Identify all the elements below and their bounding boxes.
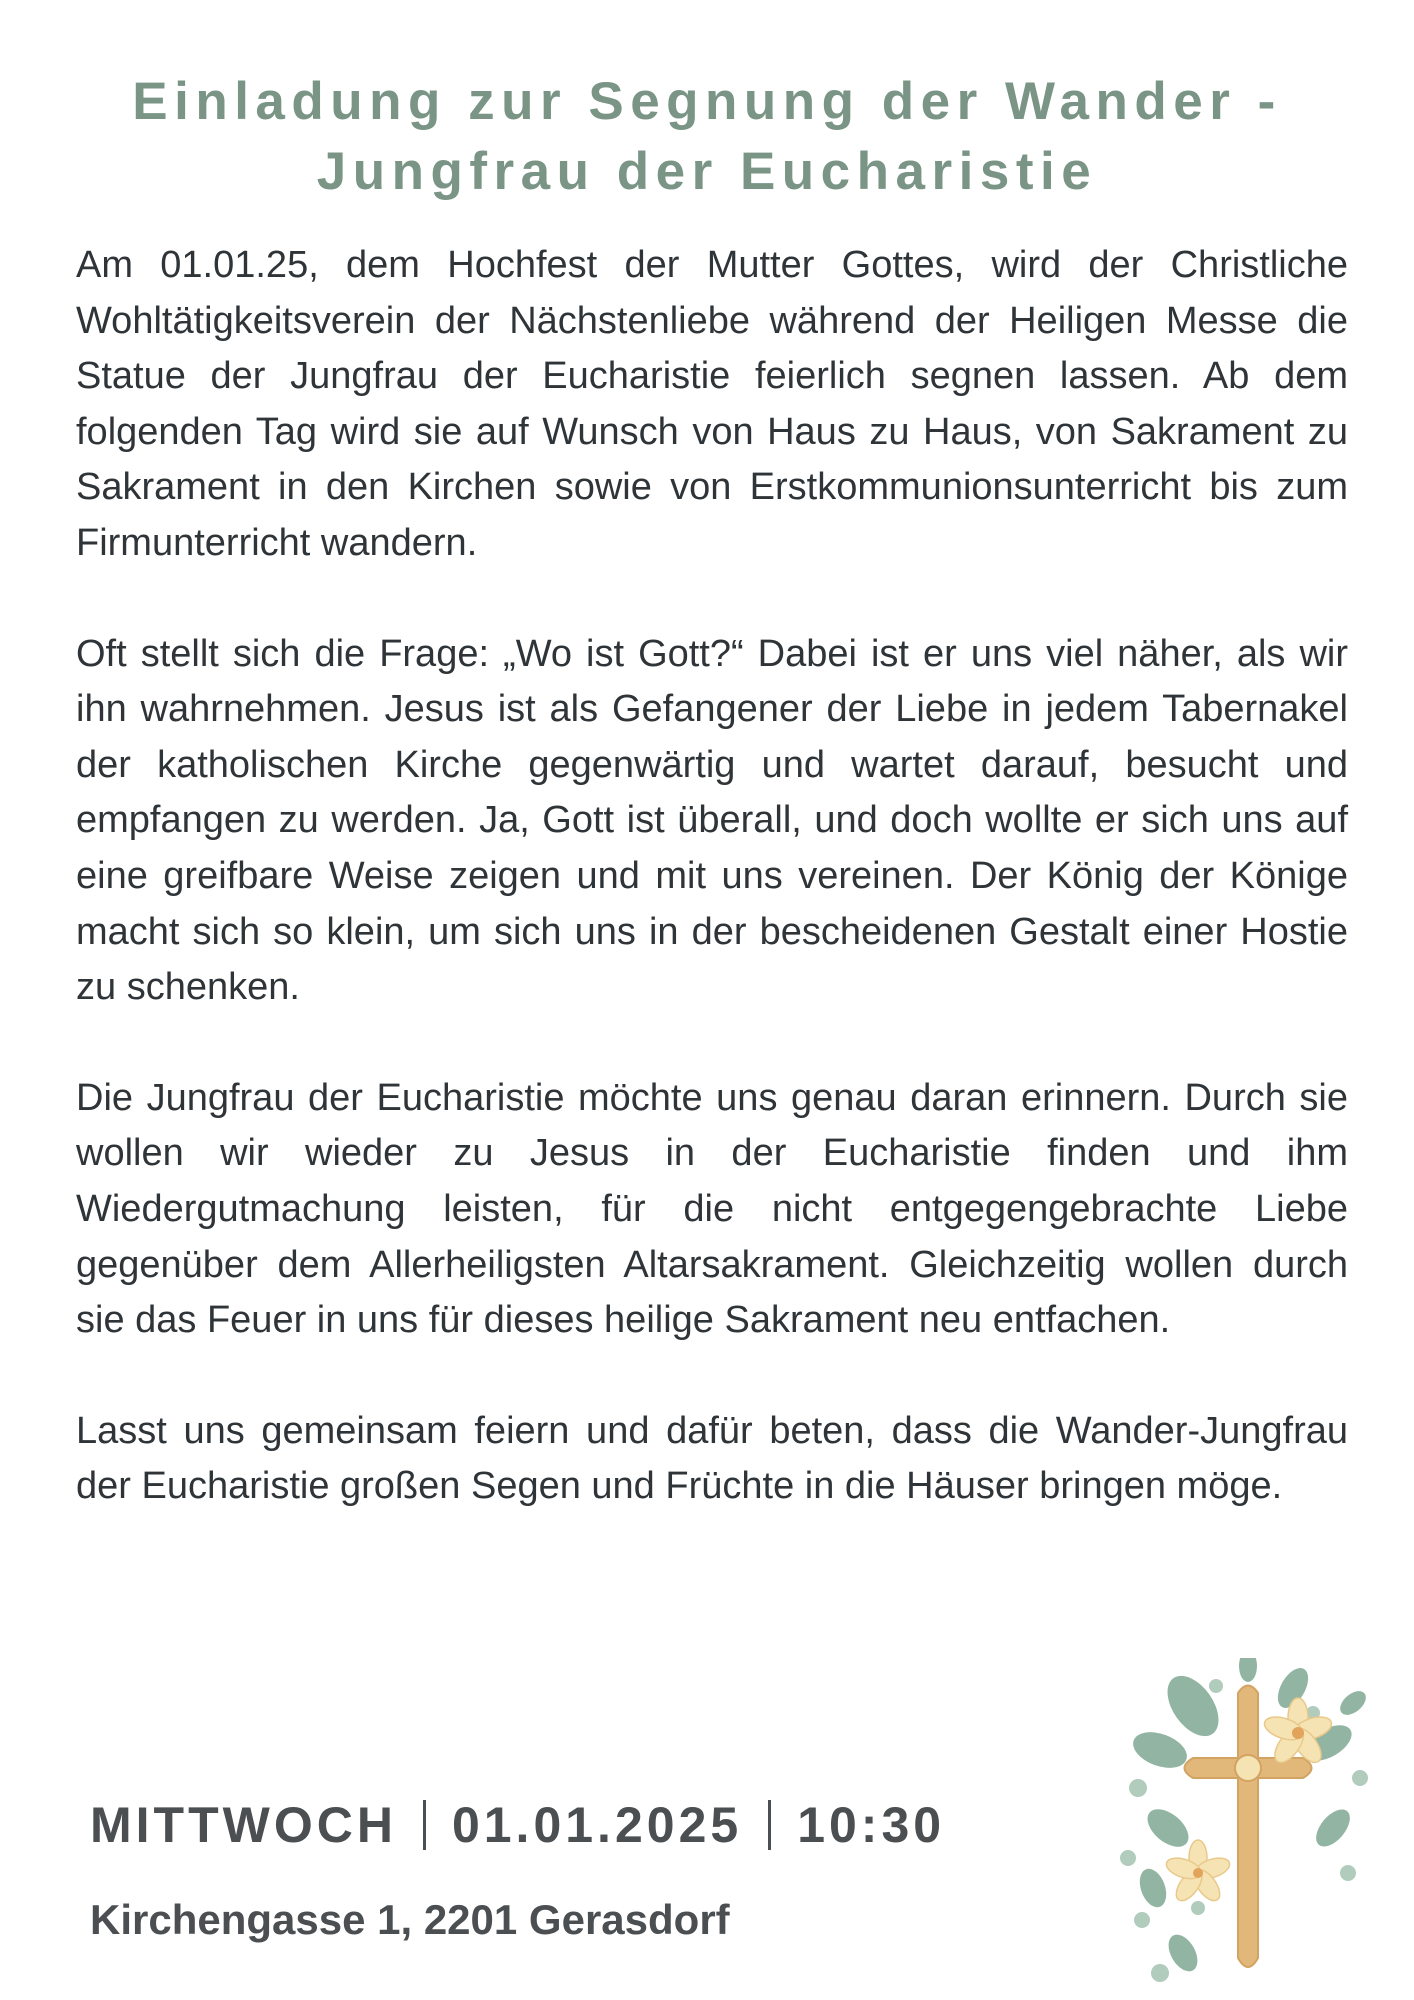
- paragraph-virgin-eucharist: Die Jungfrau der Eucharistie möchte uns genau daran erinnern. Durch sie wollen wir wieder zu Jesus in der Eucharistie finden und ihm Wiedergutmachung leisten, für die nicht entgegengebrachte Liebe gegenüber dem Allerheiligsten Altarsakrament. Gleichzeitig wollen durch sie das Feuer in uns für dieses heilige Sakrament neu entfachen.: [76, 1076, 1348, 1342]
- event-day: MITTWOCH: [90, 1797, 397, 1853]
- paragraph-intro: Am 01.01.25, dem Hochfest der Mutter Gottes, wird der Christliche Wohltätigkeitsverein der Nächstenliebe während der Heiligen Messe die Statue der Jungfrau der Eucharistie feierlich segnen lassen. Ab dem folgenden Tag wird sie auf Wunsch von Haus zu Haus, von Sakrament zu Sakrament in den Kirchen sowie von Erstkommunionsunterricht bis zum Firmunterricht wandern.: [76, 244, 1348, 564]
- event-time: 10:30: [797, 1797, 946, 1853]
- cross-with-flowers-icon: [1098, 1658, 1398, 1988]
- title-line-2: Jungfrau der Eucharistie: [316, 142, 1098, 201]
- divider: [423, 1800, 426, 1850]
- invitation-body: [76, 238, 1348, 1570]
- paragraph-where-is-god: Oft stellt sich die Frage: „Wo ist Gott?“ Dabei ist er uns viel näher, als wir ihn wahrnehmen. Jesus ist als Gefangener der Liebe in jedem Tabernakel der katholischen Kirche gegenwärtig und wartet darauf, besucht und empfangen zu werden. Ja, Gott ist überall, und doch wollte er sich uns auf eine greifbare Weise zeigen und mit uns vereinen. Der König der Könige macht sich so klein, um sich uns in der bescheidenen Gestalt einer Hostie zu schenken.: [76, 632, 1348, 1009]
- paragraph-closing: Lasst uns gemeinsam feiern und dafür beten, dass die Wander-Jungfrau der Eucharistie großen Segen und Früchte in die Häuser bringen möge.: [76, 1409, 1348, 1508]
- event-address: Kirchengasse 1, 2201 Gerasdorf: [90, 1896, 730, 1943]
- title-line-1: Einladung zur Segnung der Wander -: [132, 72, 1282, 131]
- divider: [768, 1800, 771, 1850]
- event-date-row: [90, 1796, 945, 1854]
- event-date: 01.01.2025: [451, 1797, 743, 1853]
